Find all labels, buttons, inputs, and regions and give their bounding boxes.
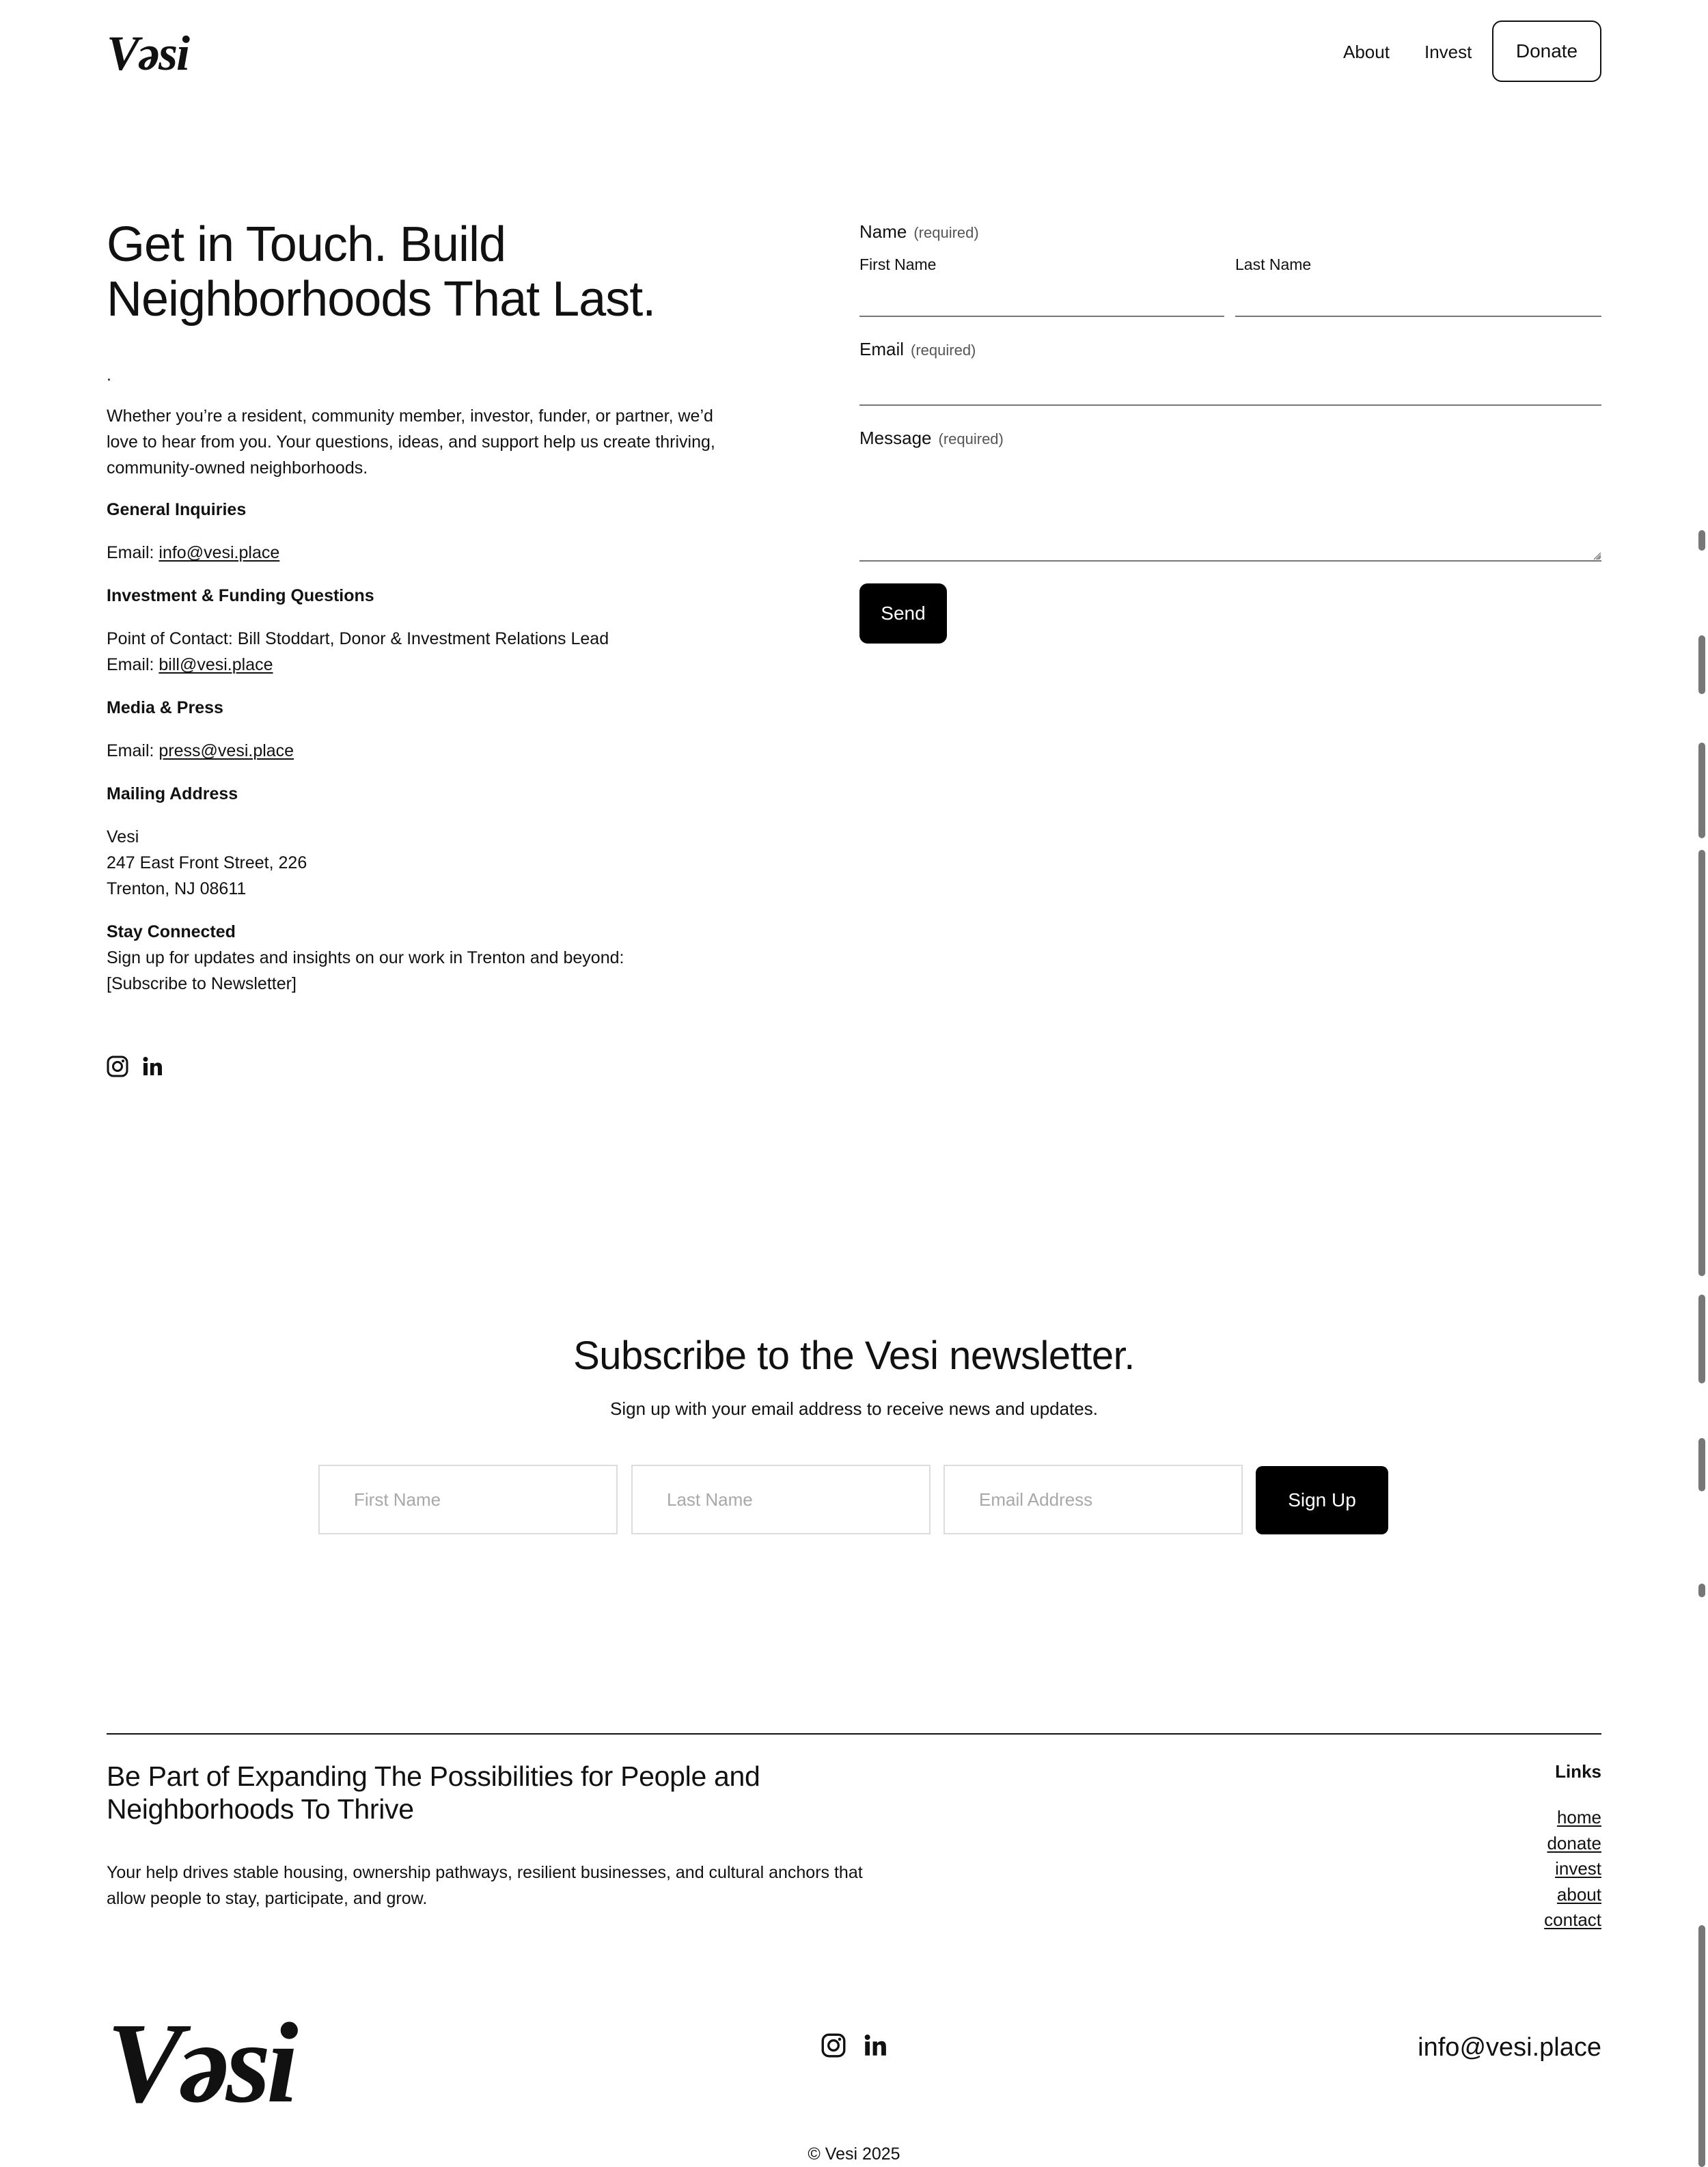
address-line-1: Vesi [107, 827, 139, 846]
footer-social-links [821, 2033, 887, 2058]
general-inquiries-heading: General Inquiries [107, 500, 247, 519]
newsletter-subtitle: Sign up with your email address to receive news and updates. [610, 1398, 1098, 1419]
scroll-indicator [1698, 1584, 1705, 1597]
newsletter-email-input[interactable] [943, 1465, 1243, 1534]
investment-heading: Investment & Funding Questions [107, 586, 374, 605]
footer-heading-line-2: Neighborhoods To Thrive [107, 1793, 414, 1825]
message-label [859, 426, 1004, 451]
subscribe-newsletter-text: [Subscribe to Newsletter] [107, 974, 297, 993]
signup-button[interactable]: Sign Up [1256, 1466, 1388, 1534]
message-field[interactable] [859, 465, 1601, 562]
page-title-line-2: Neighborhoods That Last. [107, 272, 656, 327]
last-name-label: Last Name [1235, 256, 1312, 273]
scroll-indicator [1698, 530, 1705, 551]
page-title-line-1: Get in Touch. Build [107, 217, 506, 272]
email-field[interactable] [859, 374, 1601, 406]
scroll-indicator [1698, 1438, 1705, 1491]
media-email-link[interactable]: press@vesi.place [159, 741, 294, 760]
instagram-icon[interactable] [821, 2033, 846, 2058]
first-name-field[interactable] [859, 286, 1224, 317]
footer-link-invest[interactable]: invest [1555, 1858, 1601, 1879]
intro-text: Whether you’re a resident, community member, investor, funder, or partner, we’d love to hear from you. Your questions, ideas, and support help us create thriving, community-owned neighborhoods. [107, 406, 715, 478]
footer-links-heading: Links [1555, 1761, 1601, 1782]
nav-invest[interactable]: Invest [1424, 42, 1472, 62]
stay-connected-text: Sign up for updates and insights on our work in Trenton and beyond: [107, 948, 624, 967]
email-label [859, 337, 976, 362]
footer-heading-line-1: Be Part of Expanding The Possibilities for People and [107, 1761, 760, 1792]
investment-email-line [107, 652, 273, 678]
address-line-2: 247 East Front Street, 226 [107, 853, 307, 872]
footer-link-contact[interactable]: contact [1544, 1909, 1601, 1930]
newsletter-first-name-input[interactable] [318, 1465, 618, 1534]
email-prefix: Email: [107, 655, 159, 674]
email-prefix: Email: [107, 543, 159, 562]
scroll-indicator [1698, 635, 1705, 694]
footer-link-home[interactable]: home [1556, 1807, 1601, 1827]
resize-grip-icon[interactable] [1592, 551, 1601, 560]
name-label [859, 220, 979, 245]
site-logo[interactable]: Vəsi [107, 26, 189, 81]
email-label-text: Email [859, 339, 905, 359]
scroll-indicator [1698, 850, 1705, 1276]
required-note: (required) [911, 342, 976, 359]
nav-about[interactable]: About [1343, 42, 1390, 62]
footer-link-donate[interactable]: donate [1547, 1832, 1601, 1853]
name-label-text: Name [859, 221, 907, 242]
media-heading: Media & Press [107, 698, 223, 717]
general-email-line [107, 540, 279, 566]
footer-divider [107, 1733, 1601, 1735]
newsletter-last-name-input[interactable] [631, 1465, 931, 1534]
contact-social-links [107, 1055, 163, 1077]
required-note: (required) [913, 224, 979, 241]
donate-button[interactable]: Donate [1492, 20, 1601, 82]
first-name-label: First Name [859, 256, 937, 273]
linkedin-icon[interactable] [864, 2034, 887, 2057]
footer-links [1544, 1805, 1601, 1933]
footer-link-about[interactable]: about [1556, 1883, 1601, 1905]
linkedin-icon[interactable] [142, 1056, 163, 1077]
scroll-indicator [1698, 743, 1705, 838]
footer-email-link[interactable]: info@vesi.place [1418, 2033, 1601, 2062]
page-title [107, 217, 790, 327]
newsletter-title: Subscribe to the Vesi newsletter. [573, 1334, 1135, 1378]
footer-text: Your help drives stable housing, ownership pathways, resilient businesses, and cultural anchors that allow people to stay, participate, and grow. [107, 1863, 863, 1908]
instagram-icon[interactable] [107, 1055, 128, 1077]
address-line-3: Trenton, NJ 08611 [107, 879, 247, 898]
investment-contact: Point of Contact: Bill Stoddart, Donor & Investment Relations Lead [107, 629, 609, 648]
copyright: © Vesi 2025 [808, 2144, 900, 2164]
footer-heading [107, 1760, 892, 1825]
last-name-field[interactable] [1235, 286, 1601, 317]
dot-text: . [107, 365, 111, 385]
mailing-heading: Mailing Address [107, 784, 238, 803]
message-label-text: Message [859, 428, 932, 448]
footer-logo[interactable]: Vəsi [107, 2000, 294, 2127]
investment-email-link[interactable]: bill@vesi.place [159, 655, 273, 674]
general-email-link[interactable]: info@vesi.place [159, 543, 280, 562]
required-note: (required) [938, 430, 1004, 447]
scroll-indicator [1698, 1925, 1705, 2167]
send-button[interactable]: Send [859, 583, 947, 644]
email-prefix: Email: [107, 741, 159, 760]
media-email-line [107, 738, 294, 764]
scroll-indicator [1698, 1295, 1705, 1383]
stay-connected-heading: Stay Connected [107, 922, 236, 941]
